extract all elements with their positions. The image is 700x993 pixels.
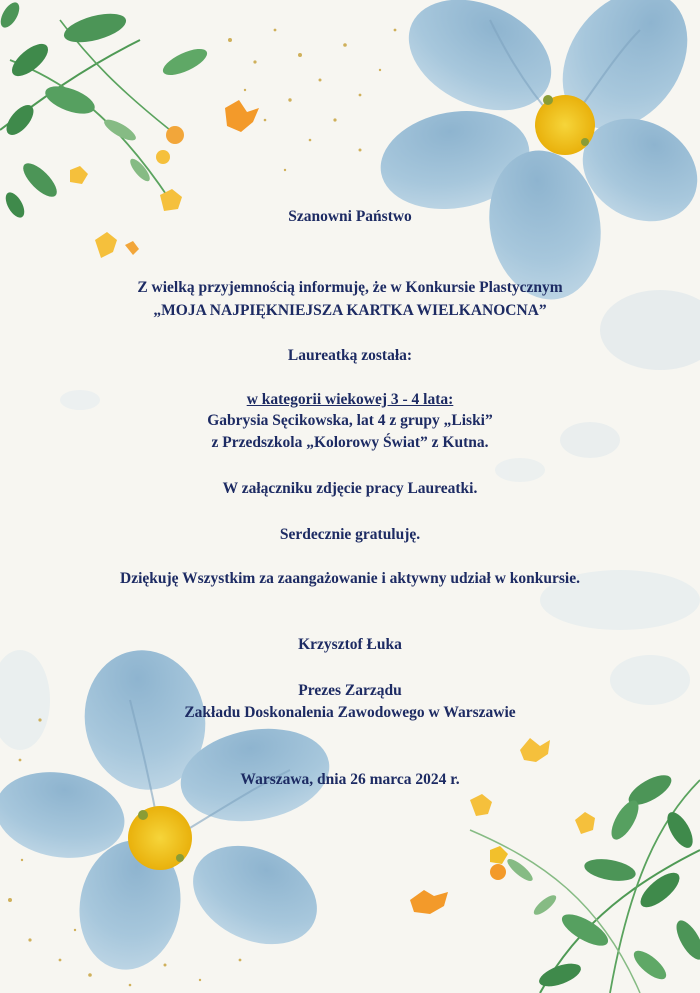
orange-buds: [70, 100, 259, 258]
winner-heading: Laureatką została:: [287, 347, 413, 364]
congratulations: Serdecznie gratuluję.: [279, 526, 421, 543]
blue-flower-top-right: [373, 0, 700, 308]
age-category: w kategorii wiekowej 3 - 4 lata:: [246, 391, 454, 408]
signature-title: Prezes Zarządu: [298, 682, 402, 699]
intro-line-1: Z wielką przyjemnością informuję, że w Konkursie Plastycznym: [137, 279, 563, 296]
contest-title: „MOJA NAJPIĘKNIEJSZA KARTKA WIELKANOCNA”: [153, 302, 547, 319]
winner-school: z Przedszkola „Kolorowy Świat” z Kutna.: [211, 434, 489, 451]
yellow-buds: [410, 738, 595, 914]
thanks-line: Dziękuję Wszystkim za zaangażowanie i aktywny udział w konkursie.: [120, 570, 580, 587]
place-and-date: Warszawa, dnia 26 marca 2024 r.: [240, 771, 460, 788]
winner-name: Gabrysia Sęcikowska, lat 4 z grupy „Liski”: [207, 412, 493, 429]
salutation: Szanowni Państwo: [288, 208, 412, 225]
category-line: [0, 390, 700, 410]
attachment-note: W załączniku zdjęcie pracy Laureatki.: [222, 480, 478, 497]
signature-name: Krzysztof Łuka: [298, 636, 402, 653]
signature-organization: Zakładu Doskonalenia Zawodowego w Warszawie: [184, 704, 516, 721]
